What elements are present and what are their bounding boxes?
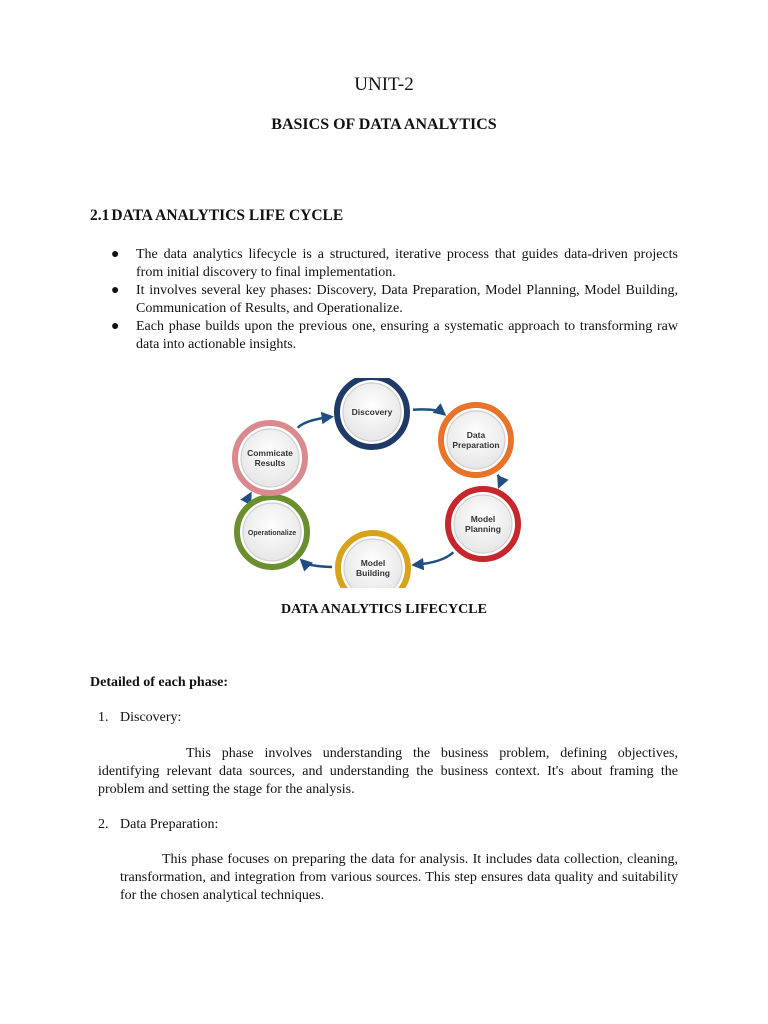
phase-description: This phase involves understanding the business problem, defining objectives, identifying relevant data sources, and understanding the business context. It's about framing the problem and setting the stage for the analysis. — [98, 746, 678, 797]
bullet-dot-icon: ● — [111, 319, 120, 334]
section-heading — [90, 207, 343, 225]
phase-label: Building — [356, 568, 390, 578]
section-title: DATA ANALYTICS LIFE CYCLE — [111, 207, 344, 224]
item-number: 1. — [98, 710, 109, 725]
diagram-caption: DATA ANALYTICS LIFECYCLE — [281, 602, 487, 617]
bullet-text: Each phase builds upon the previous one, ensuring a systematic approach to transforming raw data into actionable insights. — [136, 319, 678, 352]
bullet-item — [108, 318, 678, 354]
bullet-item — [108, 246, 678, 282]
phase-description: This phase focuses on preparing the data for analysis. It includes data collection, cleaning, transformation, and integration from various sources. This step ensures data quality and suitability for the chosen analytical techniques. — [120, 852, 678, 903]
cycle-arrow-icon — [298, 417, 331, 428]
phase-node-operationalize — [237, 497, 307, 567]
item-label: Discovery: — [120, 710, 182, 725]
document-title: BASICS OF DATA ANALYTICS — [271, 116, 497, 133]
item-number: 2. — [98, 817, 109, 832]
details-heading: Detailed of each phase: — [90, 675, 229, 690]
item-label: Data Preparation: — [120, 817, 219, 832]
phase-item-data-preparation — [98, 817, 218, 833]
bullet-text: It involves several key phases: Discovery, Data Preparation, Model Planning, Model Building, Communication of Results, and Operationalize. — [136, 283, 678, 316]
phase-label: Model — [360, 558, 386, 568]
phase-node-data-preparation — [441, 405, 511, 475]
phase-label: Commicate — [247, 448, 293, 458]
phase-label: Operationalize — [247, 530, 297, 537]
cycle-arrow-icon — [413, 409, 443, 413]
bullet-list — [108, 246, 678, 354]
phase-label: Data — [466, 430, 486, 440]
unit-heading: UNIT-2 — [354, 74, 414, 95]
phase-node-discovery — [337, 378, 407, 447]
section-number: 2.1 — [90, 207, 110, 224]
bullet-text: The data analytics lifecycle is a structured, iterative process that guides data-driven projects from initial discovery to final implementation. — [136, 247, 678, 280]
cycle-arrow-icon — [302, 561, 332, 567]
cycle-arrow-icon — [415, 552, 453, 565]
phase-node-communicate-results — [235, 423, 305, 493]
bullet-item — [108, 282, 678, 318]
phase-label: Discovery — [351, 407, 393, 417]
phase-item-discovery — [98, 710, 181, 726]
phase-label: Model — [470, 514, 496, 524]
bullet-dot-icon: ● — [111, 283, 120, 298]
lifecycle-diagram — [218, 378, 538, 588]
bullet-dot-icon: ● — [111, 247, 120, 262]
phase-node-model-planning — [448, 489, 518, 559]
phase-label: Preparation — [452, 440, 500, 450]
phase-label: Results — [254, 458, 286, 468]
cycle-arrow-icon — [498, 475, 500, 486]
phase-label: Planning — [465, 524, 501, 534]
phase-node-model-building — [338, 533, 408, 588]
